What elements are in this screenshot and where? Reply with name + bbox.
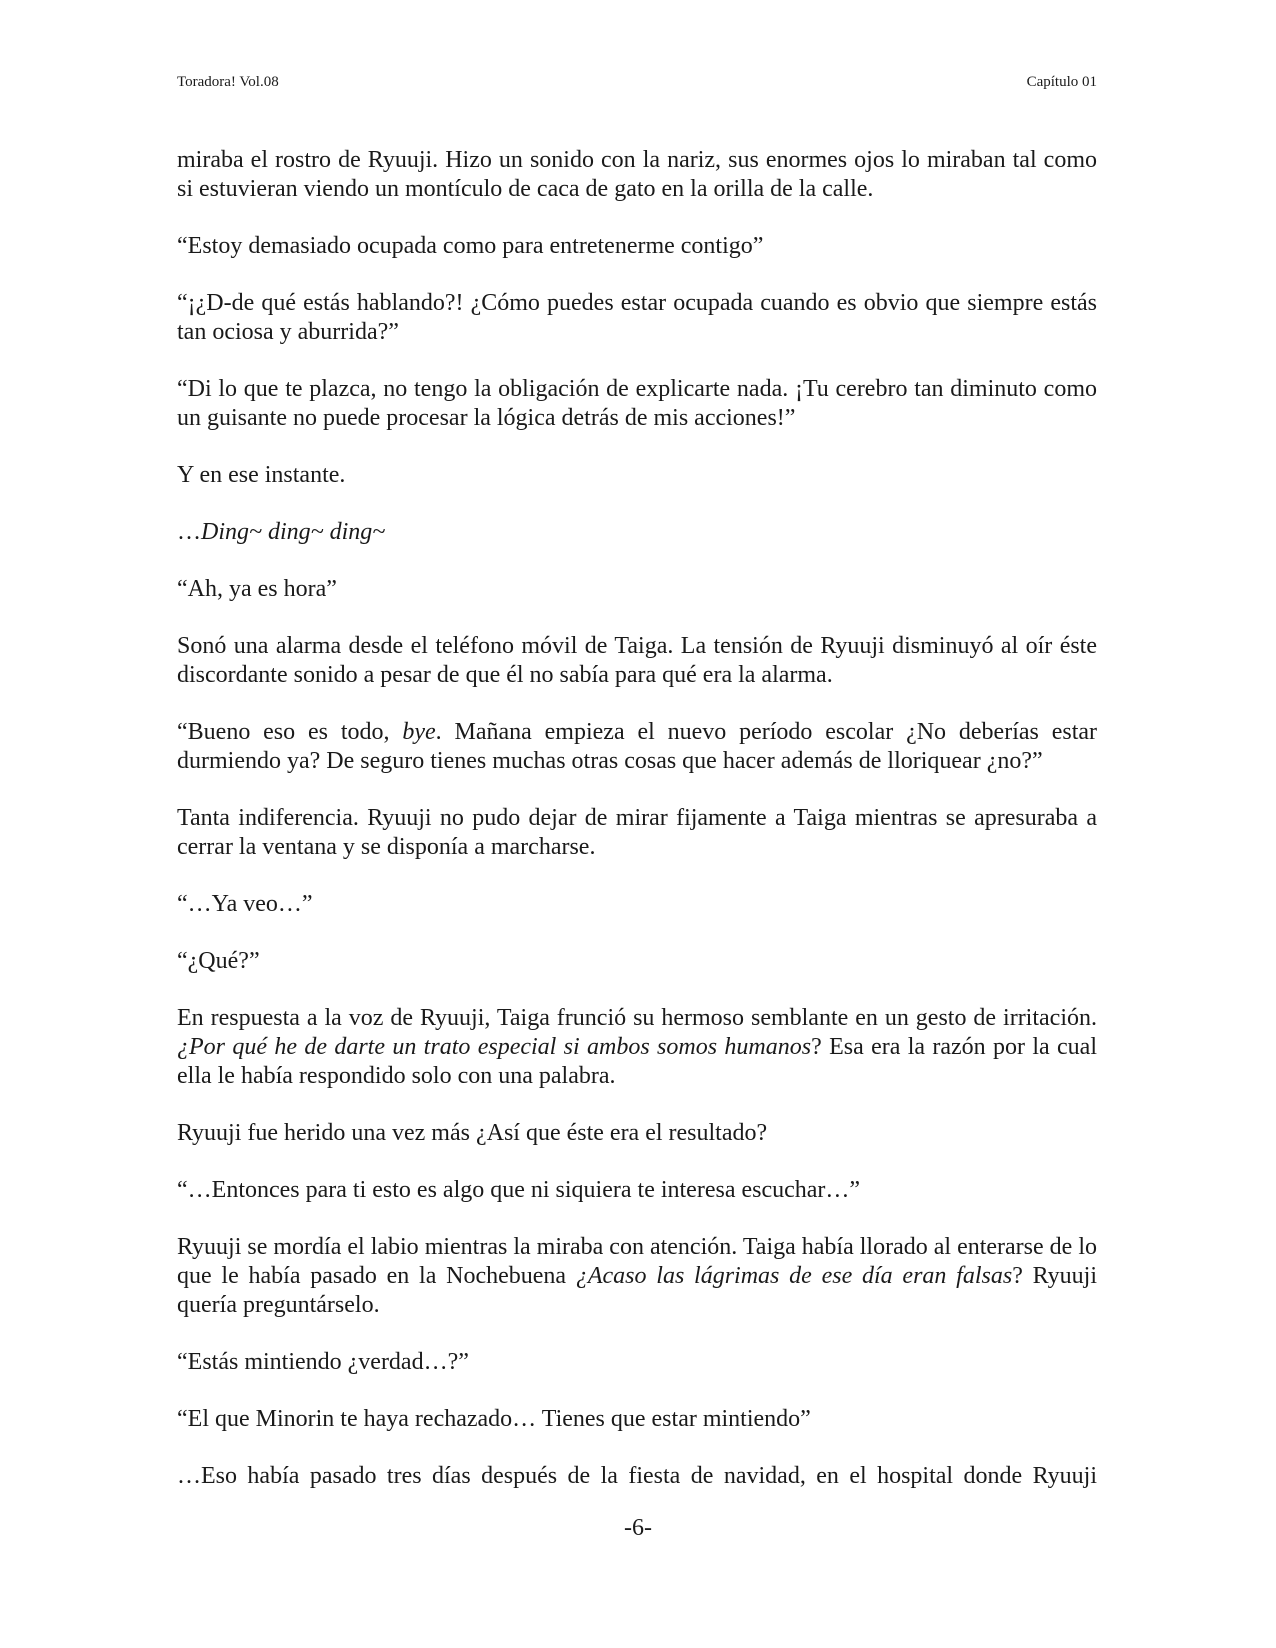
paragraph: Ryuuji se mordía el labio mientras la miraba con atención. Taiga había llorado al enterarse de lo que le había pasado en la Nochebuena ¿Acaso las lágrimas de ese día eran falsas? Ryuuji quería preguntárselo. xyxy=(177,1234,1097,1318)
paragraph: Tanta indiferencia. Ryuuji no pudo dejar de mirar fijamente a Taiga mientras se apresuraba a cerrar la ventana y se disponía a marcharse. xyxy=(177,805,1097,860)
paragraph: miraba el rostro de Ryuuji. Hizo un sonido con la nariz, sus enormes ojos lo miraban tal como si estuvieran viendo un montículo de caca de gato en la orilla de la calle. xyxy=(177,147,1097,202)
paragraph: Sonó una alarma desde el teléfono móvil de Taiga. La tensión de Ryuuji disminuyó al oír éste discordante sonido a pesar de que él no sabía para qué era la alarma. xyxy=(177,633,1097,688)
paragraph: Ryuuji fue herido una vez más ¿Así que éste era el resultado? xyxy=(177,1120,768,1146)
page-header xyxy=(177,70,1097,94)
paragraph: En respuesta a la voz de Ryuuji, Taiga frunció su hermoso semblante en un gesto de irritación. ¿Por qué he de darte un trato especial si ambos somos humanos? Esa era la razón por la cual ella le había respondido solo con una palabra. xyxy=(177,1005,1097,1089)
paragraph: “¡¿D-de qué estás hablando?! ¿Cómo puedes estar ocupada cuando es obvio que siempre estás tan ociosa y aburrida?” xyxy=(177,290,1097,345)
book-title: Toradora! Vol.08 xyxy=(177,74,279,90)
paragraph: …Ding~ ding~ ding~ xyxy=(177,519,386,545)
page-number: -6- xyxy=(624,1515,652,1541)
body-text xyxy=(177,146,1097,1491)
paragraph: “Estás mintiendo ¿verdad…?” xyxy=(177,1349,469,1375)
paragraph: …Eso había pasado tres días después de la fiesta de navidad, en el hospital donde Ryuuji xyxy=(177,1463,1097,1489)
paragraph: “…Ya veo…” xyxy=(177,891,313,917)
paragraph: Y en ese instante. xyxy=(177,462,346,488)
paragraph: “Bueno eso es todo, bye. Mañana empieza el nuevo período escolar ¿No deberías estar durmiendo ya? De seguro tienes muchas otras cosas que hacer además de lloriquear ¿no?” xyxy=(177,719,1098,774)
paragraph: “…Entonces para ti esto es algo que ni siquiera te interesa escuchar…” xyxy=(177,1177,861,1203)
paragraph: “Ah, ya es hora” xyxy=(177,576,337,602)
paragraph: “Di lo que te plazca, no tengo la obligación de explicarte nada. ¡Tu cerebro tan diminuto como un guisante no puede procesar la lógica detrás de mis acciones!” xyxy=(177,376,1097,431)
paragraph: “Estoy demasiado ocupada como para entretenerme contigo” xyxy=(177,233,764,259)
chapter-label: Capítulo 01 xyxy=(1026,74,1097,90)
paragraph: “El que Minorin te haya rechazado… Tienes que estar mintiendo” xyxy=(177,1406,811,1432)
paragraph: “¿Qué?” xyxy=(177,948,260,974)
